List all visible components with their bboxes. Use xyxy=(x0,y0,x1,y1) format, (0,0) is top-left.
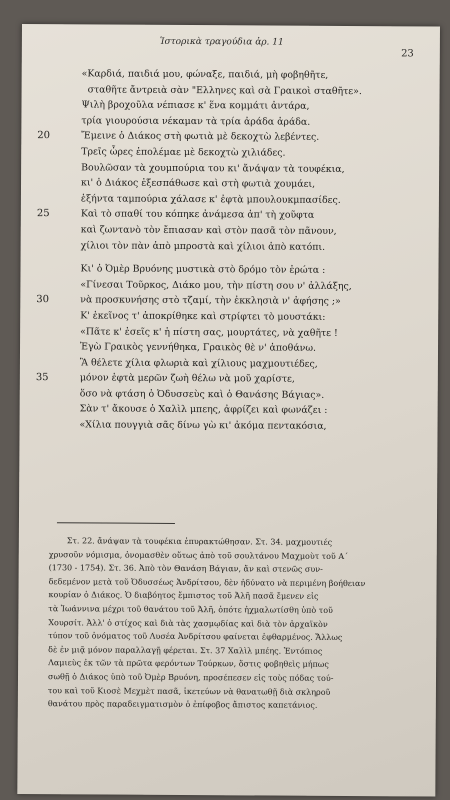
footnote-line: χρυσοῦν νόμισμα, ὀνομασθὲν οὕτως ἀπὸ τοῦ σουλτάνου Μαχμοὺτ τοῦ Α΄ xyxy=(48,549,349,561)
line-number: 30 xyxy=(36,294,50,306)
running-head xyxy=(22,36,440,60)
footnote-line: του καὶ τοῦ Κιοσὲ Μεχμὲτ πασᾶ, ἱκετεύων νὰ θανατωθῇ διὰ σκληροῦ xyxy=(47,685,331,697)
verse-text: Κι' ὁ Ὀμὲρ Βρυόνης μυστικὰ στὸ δρόμο τὸν ἐρώτα : xyxy=(80,263,326,276)
book-page xyxy=(17,24,440,797)
footnotes xyxy=(48,534,423,713)
line-number: 25 xyxy=(36,208,50,220)
verse-text: Ἐγὼ Γραικὸς γεννήθηκα, Γραικὸς θὲ ν' ἀποθάνω. xyxy=(79,341,317,354)
verse-text: Ἂ θέλετε χίλια φλωριὰ καὶ χίλιους μαχμουτιέδες, xyxy=(79,357,318,370)
verse-text: «Πᾶτε κ' ἐσεῖς κ' ἡ πίστη σας, μουρτάτες, νὰ χαθῆτε ! xyxy=(80,325,338,339)
verse-text: χίλιοι τὸν πὰν ἀπὸ μπροστὰ καὶ χίλιοι ἀπὸ κατόπι. xyxy=(80,239,326,253)
verse-line xyxy=(21,238,439,256)
verse-text: Σὰν τ' ἄκουσε ὁ Χαλὶλ μπεης, ἀφρίζει καὶ φωνάζει : xyxy=(79,403,328,417)
verse-text: ὅσο νὰ φτάση ὁ Ὀδυσσεὺς καὶ ὁ Θανάσης Βάγιας». xyxy=(79,388,325,401)
stanza xyxy=(21,66,440,256)
verse-text: μόνον ἐφτὰ μερῶν ζωὴ θέλω νὰ μοῦ χαρίστε, xyxy=(79,372,295,385)
verse-text: Κ' ἐκεῖνος τ' ἀποκρίθηκε καὶ στρίφτει τὸ μουστάκι: xyxy=(80,310,326,323)
verse-text: κι' ὁ Διάκος ἐξεσπάθωσε καὶ στὴ φωτιὰ χουμάει, xyxy=(80,177,316,190)
verse-text: Τρεῖς ὧρες ἐπολέμαε μὲ δεκοχτὼ χιλιάδες. xyxy=(81,146,286,159)
verse-text: Βουλῶσαν τὰ χουμπούρια του κι' ἄνάψαν τὰ τουφέκια, xyxy=(81,161,345,175)
verse-text: καὶ ζωντανὸ τὸν ἔπιασαν καὶ στὸν πασᾶ τὸν πᾶνουν, xyxy=(80,224,337,237)
footnote-line: Στ. 22. ἄνάψαν τὰ τουφέκια ἐπυρακτώθησαν. Στ. 34. μαχμουτιές xyxy=(66,536,333,547)
verse-text: τρία γιουρούσια νέκαμαν τὰ τρία ἀράδα ἀράδα. xyxy=(81,115,311,128)
verse-text: Καὶ τὸ σπαθί του κόπηκε ἀνάμεσα ἀπ' τὴ χοῦφτα xyxy=(80,208,315,222)
footnote-line: (1730 - 1754). Στ. 36. Ἀπὸ τὸν Θανάση Βάγιαν, ἄν καὶ στενῶς συν- xyxy=(48,563,323,575)
running-title: Ἱστορικὰ τραγούδια ἀρ. 11 xyxy=(159,36,284,48)
stanza xyxy=(20,261,439,435)
verse-text: Ψιλὴ βροχοῦλα νέπιασε κ' ἕνα κομμάτι ἀντάρα, xyxy=(81,99,310,112)
footnote-line: σωθῇ ὁ Διάκος ὑπὸ τοῦ Ὀμὲρ Βρυόνη, προσέπεσεν εἰς τοὺς πόδας τού- xyxy=(47,672,334,683)
verse-text: «Χίλια πουγγιὰ σᾶς δίνω γὼ κι' ἀκόμα πεντακόσια, xyxy=(79,419,327,432)
line-number: 20 xyxy=(37,130,51,142)
page-number: 23 xyxy=(401,48,414,60)
footnote-line: τὰ Ἰωάννινα μέχρι τοῦ θανάτου τοῦ Ἀλῆ, ὁπότε ἠχμαλωτίσθη ὑπὸ τοῦ xyxy=(48,604,333,615)
verse-text: σταθῆτε ἄντρειὰ σὰν "Ελληνες καὶ σὰ Γραικοὶ σταθῆτε». xyxy=(87,83,362,97)
verse-line xyxy=(20,417,438,435)
footnote-line: Λαμιεὺς ἐκ τῶν τὰ πρῶτα φερόντων Τούρκων, ὅστις φοβηθεὶς μήπως xyxy=(48,658,329,670)
verse-text: νὰ προσκυνήσης στὸ τζαμί, τὴν ἐκκλησιὰ ν' ἀφήσης ;» xyxy=(80,294,341,308)
verse-text: «Καρδιά, παιδιά μου, φώναξε, παιδιά, μὴ φοβηθῆτε, xyxy=(81,68,329,81)
footnote-divider xyxy=(57,522,175,524)
poem-text xyxy=(19,66,439,443)
line-number: 35 xyxy=(35,372,49,384)
verse-text: Ἔμεινε ὁ Διάκος στὴ φωτιὰ μὲ δεκοχτὼ λεβέντες. xyxy=(81,130,320,144)
footnote-line: κουρίαν ὁ Διάκος. Ὁ διαβόητος ἔμπιστος τοῦ Ἀλῆ πασᾶ ἔμενεν εἰς xyxy=(48,590,319,602)
footnote-line: τύπον τοῦ ὀνόματος τοῦ Λυσέα Ἀνδρίτσου φαίνεται ἐφθαρμένος. Ἄλλως xyxy=(48,631,343,643)
footnote-line: θανάτου πρὸς παραδειγματισμὸν ὁ ἐπίφοβος ἄπιστος καπετάνιος. xyxy=(47,699,318,710)
verse-text: «Γίνεσαι Τοῦρκος, Διάκο μου, τὴν πίστη σου ν' ἀλλάξης, xyxy=(80,279,352,292)
footnote-line: Χουρσίτ. Ἀλλ' ὁ στίχος καὶ διὰ τὰς χασμῳδίας καὶ διὰ τὸν ἀρχαϊκὸν xyxy=(48,617,328,629)
footnote-line: δὲ ἐν μιᾷ μόνον παραλλαγῇ φέρεται. Στ. 37 Χαλὶλ μπέης. Ἐντόπιος xyxy=(48,644,323,656)
footnote-line: δεδεμένον μετὰ τοῦ Ὀδυσσέως Ἀνδρίτσου, δὲν ἠδύνατο νὰ περιμένη βοήθειαν xyxy=(48,576,366,588)
verse-text: ἑξήντα ταμπούρια χάλασε κ' ἐφτὰ μπουλουκμπασίδες. xyxy=(80,193,341,206)
